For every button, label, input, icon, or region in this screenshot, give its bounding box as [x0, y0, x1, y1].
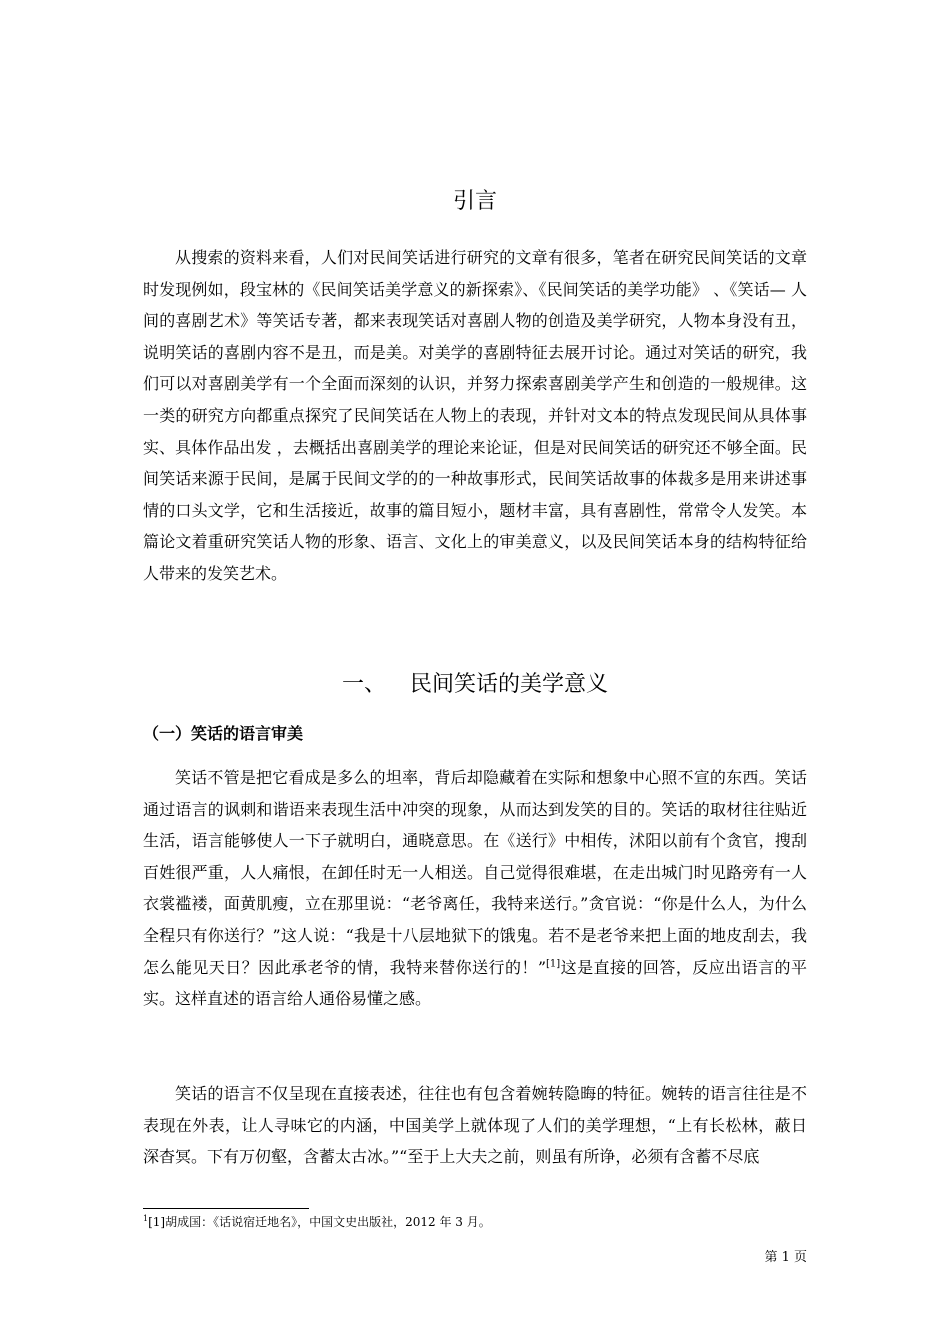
section-heading: （一）笑话的语言审美: [143, 724, 304, 743]
chapter-heading: [0, 670, 950, 700]
citation-marker[interactable]: [1]: [546, 958, 561, 970]
footnote-marker: 1: [143, 1214, 149, 1223]
footnote-text: [1]胡成国：《话说宿迁地名》，中国文史出版社，2012 年 3 月。: [148, 1215, 491, 1229]
chapter-title: 民间笑话的美学意义: [410, 672, 609, 697]
footnote-divider: [143, 1208, 309, 1209]
paragraph-text-tail: 这是直接的回答，反应出语言的平实。这样直述的语言给人通俗易懂之感。: [143, 957, 807, 1009]
section-paragraph-2: 笑话的语言不仅呈现在直接表述，往往也有包含着婉转隐晦的特征。婉转的语言往往是不表现在外表，让人寻味它的内涵，中国美学上就体现了人们的美学理想，“上有长松林，蔽日深杳冥。下有万仞壑，含蓄太古冰。”“至于上大夫之前，则虽有所诤，必须有含蓄不尽底: [143, 1084, 807, 1167]
chapter-number: 一、: [341, 672, 386, 697]
footnote: [143, 1213, 491, 1231]
page-number: 第 1 页: [764, 1250, 807, 1265]
intro-title: 引言: [452, 189, 497, 214]
intro-paragraph: 从搜索的资料来看，人们对民间笑话进行研究的文章有很多，笔者在研究民间笑话的文章时发现例如，段宝林的《民间笑话美学意义的新探索》、《民间笑话的美学功能》 、《笑话— 人间的喜剧艺术》等笑话专著，都来表现笑话对喜剧人物的创造及美学研究，人物本身没有丑，说明笑话的喜剧内容不是丑，而是美。对美学的喜剧特征去展开讨论。通过对笑话的研究，我们可以对喜剧美学有一个全面而深刻的认识，并努力探索喜剧美学产生和创造的一般规律。这一类的研究方向都重点探究了民间笑话在人物上的表现，并针对文本的特点发现民间从具体事实、具体作品出发 ，去概括出喜剧美学的理论来论证，但是对民间笑话的研究还不够全面。民间笑话来源于民间，是属于民间文学的的一种故事形式，民间笑话故事的体裁多是用来讲述事情的口头文学，它和生活接近，故事的篇目短小，题材丰富，具有喜剧性，常常令人发笑。本篇论文着重研究笑话人物的形象、语言、文化上的审美意义，以及民间笑话本身的结构特征给人带来的发笑艺术。: [143, 248, 807, 583]
paragraph-text: 笑话不管是把它看成是多么的坦率，背后却隐藏着在实际和想象中心照不宣的东西。笑话通过语言的讽刺和谐语来表现生活中冲突的现象，从而达到发笑的目的。笑话的取材往往贴近生活，语言能够使人一下子就明白，通晓意思。在《送行》中相传，沭阳以前有个贪官，搜刮百姓很严重，人人痛恨，在卸任时无一人相送。自己觉得很难堪，在走出城门时见路旁有一人衣裳褴褛，面黄肌瘦，立在那里说：“老爷离任，我特来送行。”贪官说：“你是什么人，为什么全程只有你送行？”这人说：“我是十八层地狱下的饿鬼。若不是老爷来把上面的地皮刮去，我怎么能见天日？因此承老爷的情，我特来替你送行的！”: [143, 768, 807, 977]
section-paragraph-1: [143, 762, 807, 1015]
